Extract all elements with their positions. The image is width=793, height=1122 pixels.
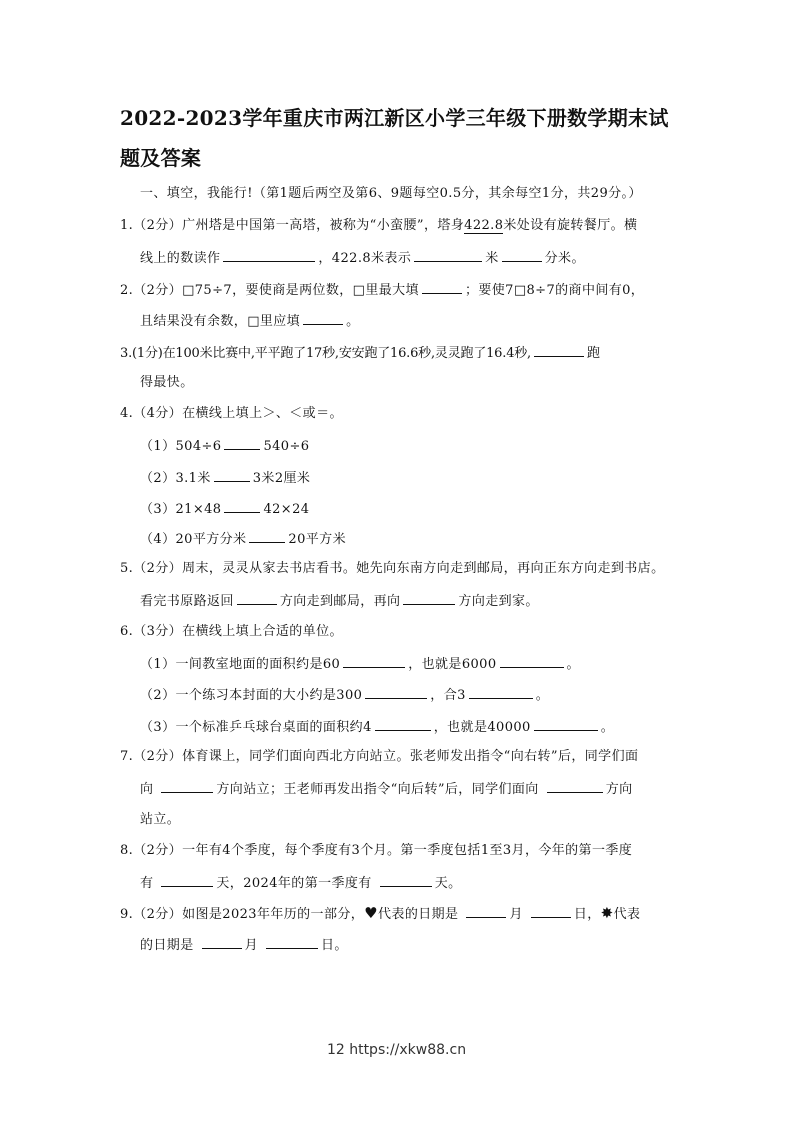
answer-blank[interactable] xyxy=(422,279,462,294)
question-3: 3.(1分)在100米比赛中,平平跑了17秒,安安跑了16.6秒,灵灵跑了16.4秒, 跑 xyxy=(120,342,600,364)
answer-blank[interactable] xyxy=(303,310,343,325)
answer-blank[interactable] xyxy=(534,716,598,731)
question-7-cont: 向 方向站立；王老师再发出指令“向后转”后，同学们面向 方向 xyxy=(140,778,633,800)
heart-icon: ♥ xyxy=(364,904,379,922)
answer-blank[interactable] xyxy=(502,247,542,262)
question-4-item: （4）20平方分米 20平方米 xyxy=(140,528,346,550)
question-6-item: （1）一间教室地面的面积约是60 ，也就是6000 。 xyxy=(140,653,580,675)
answer-blank[interactable] xyxy=(224,435,260,450)
answer-blank[interactable] xyxy=(343,653,405,668)
answer-blank[interactable] xyxy=(223,247,315,262)
star-icon: ✸ xyxy=(600,904,614,922)
answer-blank[interactable] xyxy=(466,903,506,918)
question-2: 2.（2分）□75÷7，要使商是两位数，□里最大填 ；要使7□8÷7的商中间有0， xyxy=(120,279,644,301)
answer-blank[interactable] xyxy=(375,716,431,731)
question-8-cont: 有 天，2024年的第一季度有 天。 xyxy=(140,872,462,894)
answer-blank[interactable] xyxy=(365,684,427,699)
section-heading: 一、填空，我能行!（第1题后两空及第6、9题每空0.5分，其余每空1分，共29分。） xyxy=(140,186,642,201)
answer-blank[interactable] xyxy=(202,934,242,949)
question-7-cont: 站立。 xyxy=(140,812,181,827)
question-3-cont: 得最快。 xyxy=(140,375,194,390)
question-6-item: （2）一个练习本封面的大小约是300 ，合3 。 xyxy=(140,684,549,706)
answer-blank[interactable] xyxy=(380,872,432,887)
answer-blank[interactable] xyxy=(534,342,584,357)
answer-blank[interactable] xyxy=(161,778,213,793)
answer-blank[interactable] xyxy=(237,590,277,605)
answer-blank[interactable] xyxy=(214,467,250,482)
question-8: 8.（2分）一年有4个季度，每个季度有3个月。第一季度包括1至3月，今年的第一季度 xyxy=(120,843,633,858)
answer-blank[interactable] xyxy=(547,778,603,793)
question-2-cont: 且结果没有余数，□里应填 。 xyxy=(140,310,360,332)
question-1-cont: 线上的数读作 ，422.8米表示 米 分米。 xyxy=(140,247,585,269)
page-title: 2022-2023学年重庆市两江新区小学三年级下册数学期末试题及答案 xyxy=(120,106,669,170)
question-5: 5.（2分）周末，灵灵从家去书店看书。她先向东南方向走到邮局，再向正东方向走到书店。 xyxy=(120,561,665,576)
answer-blank[interactable] xyxy=(403,590,455,605)
question-9-cont: 的日期是 月 日。 xyxy=(140,934,348,956)
page-footer: 12 https://xkw88.cn xyxy=(326,1042,467,1058)
answer-blank[interactable] xyxy=(469,684,533,699)
answer-blank[interactable] xyxy=(224,498,260,513)
question-4: 4.（4分）在横线上填上＞、＜或＝。 xyxy=(120,406,343,421)
question-4-item: （1）504÷6 540÷6 xyxy=(140,435,309,457)
answer-blank[interactable] xyxy=(249,528,285,543)
answer-blank[interactable] xyxy=(161,872,213,887)
answer-blank[interactable] xyxy=(414,247,482,262)
answer-blank[interactable] xyxy=(500,653,564,668)
question-9: 9.（2分）如图是2023年年历的一部分，♥代表的日期是 月 日，✸代表 xyxy=(120,904,641,922)
answer-blank[interactable] xyxy=(531,903,571,918)
answer-blank[interactable] xyxy=(266,934,318,949)
question-1: 1.（2分）广州塔是中国第一高塔，被称为“小蛮腰”，塔身422.8米处设有旋转餐厅。横 xyxy=(120,218,638,233)
question-7: 7.（2分）体育课上，同学们面向西北方向站立。张老师发出指令“向右转”后，同学们面 xyxy=(120,749,639,764)
question-4-item: （3）21×48 42×24 xyxy=(140,498,309,520)
question-6-item: （3）一个标准乒乓球台桌面的面积约4 ，也就是40000 。 xyxy=(140,716,614,738)
question-4-item: （2）3.1米 3米2厘米 xyxy=(140,467,310,489)
question-6: 6.（3分）在横线上填上合适的单位。 xyxy=(120,624,343,639)
question-5-cont: 看完书原路返回 方向走到邮局，再向 方向走到家。 xyxy=(140,590,539,612)
